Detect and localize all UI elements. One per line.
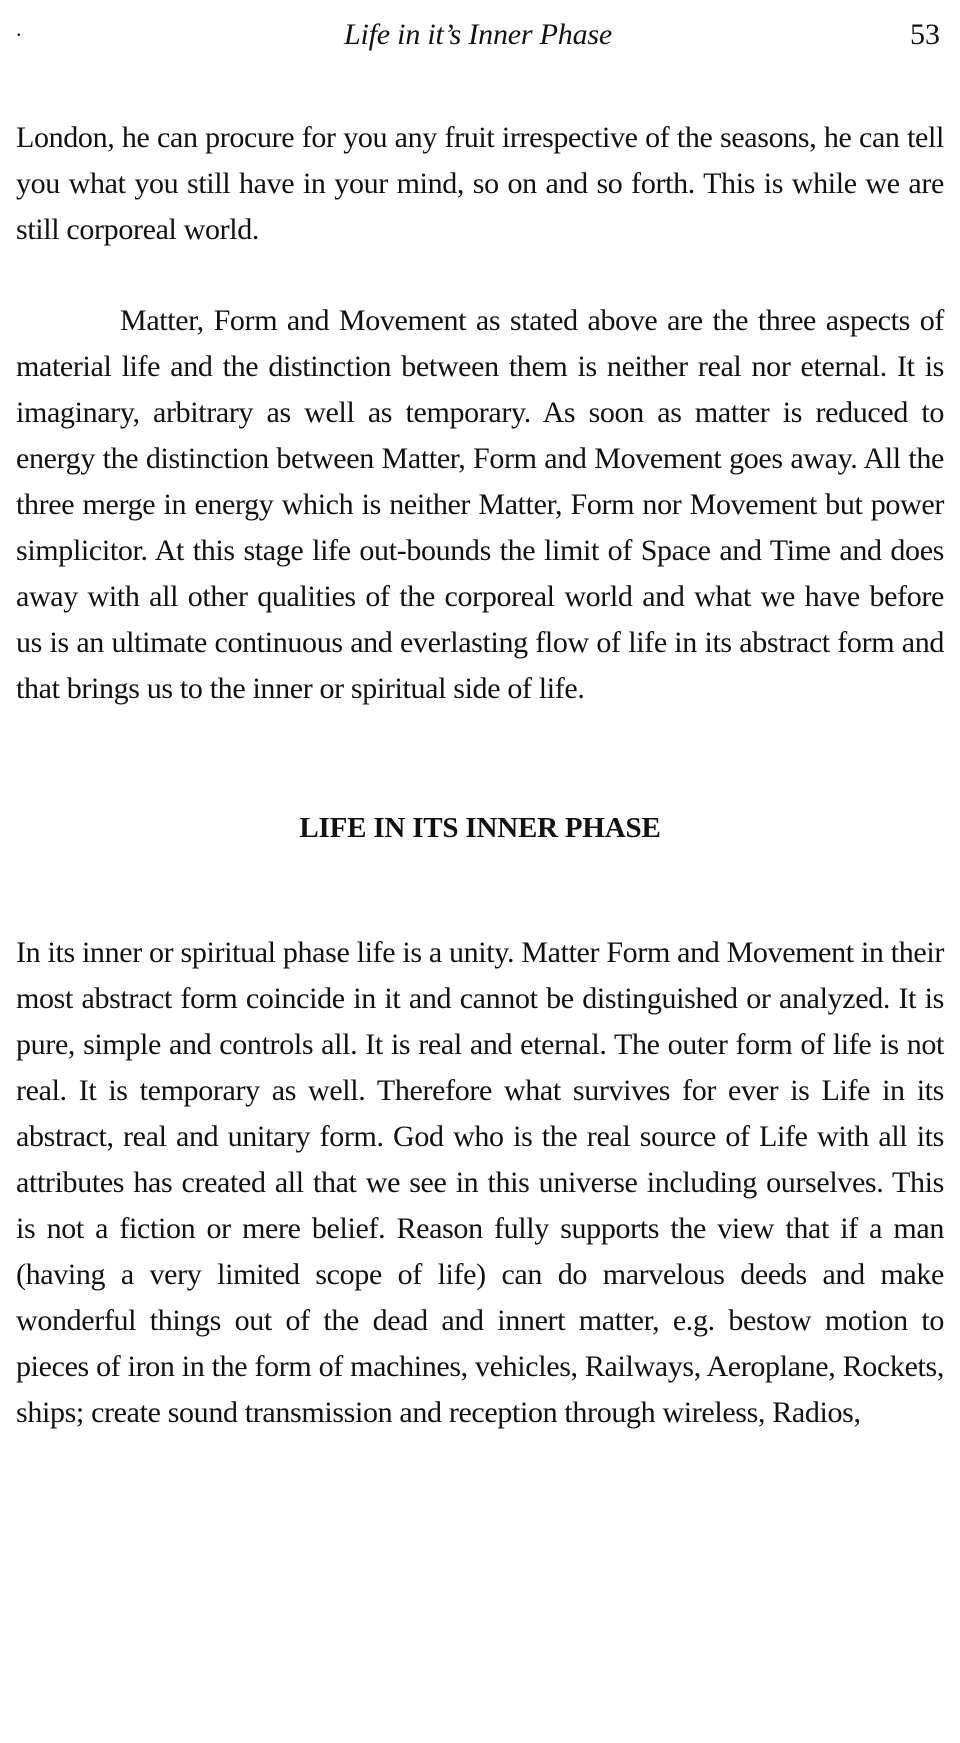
paragraph-continuation: London, he can procure for you any fruit irrespective of the seasons, he can tell you what you still have in your mind, so on and so forth. This is while we are still corporeal world. (16, 121, 944, 246)
running-title: Life in it’s Inner Phase (344, 18, 612, 51)
paragraph-matter-form-movement: Matter, Form and Movement as stated above are the three aspects of material life and the distinction between them is neither real nor eternal. It is imaginary, arbitrary as well as temporary. As soon as matter is reduced to energy the distinction between Matter, Form and Movement goes away. All the three merge in energy which is neither Matter, Form nor Movement but power simplicitor. At this stage life out-bounds the limit of Space and Time and does away with all other qualities of the corporeal world and what we have before us is an ultimate continuous and everlasting flow of life in its abstract form and that brings us to the inner or spiritual side of life. (16, 304, 944, 705)
page-number: 53 (910, 18, 940, 51)
section-heading: LIFE IN ITS INNER PHASE (299, 812, 661, 844)
header-mark: . (16, 16, 22, 41)
paragraph-inner-phase: In its inner or spiritual phase life is a unity. Matter Form and Movement in their most abstract form coincide in it and cannot be distinguished or analyzed. It is pure, simple and controls all. It is real and eternal. The outer form of life is not real. It is temporary as well. Therefore what survives for ever is Life in its abstract, real and unitary form. God who is the real source of Life with all its attributes has created all that we see in this universe including ourselves. This is not a fiction or mere belief. Reason fully supports the view that if a man (having a very limited scope of life) can do marvelous deeds and make wonderful things out of the dead and innert matter, e.g. bestow motion to pieces of iron in the form of machines, vehicles, Railways, Aeroplane, Rockets, ships; create sound transmission and reception through wireless, Radios, (16, 936, 944, 1429)
page-header (16, 10, 940, 50)
